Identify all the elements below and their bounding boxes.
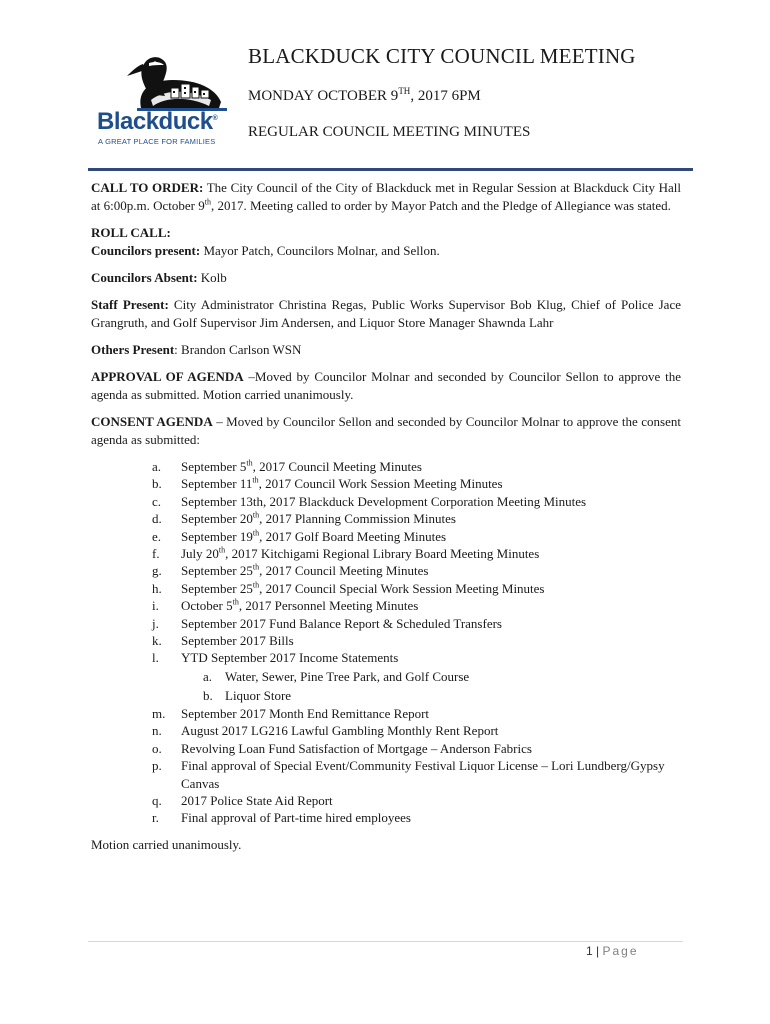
page-footer: 1 | Page — [586, 944, 639, 958]
list-item: a. September 5th, 2017 Council Meeting Minutes — [152, 458, 422, 474]
list-item: g. September 25th, 2017 Council Meeting Minutes — [152, 563, 429, 579]
list-marker: o. — [152, 740, 162, 756]
list-marker: i. — [152, 598, 159, 614]
consent-agenda-list — [91, 458, 681, 827]
list-marker: b. — [152, 476, 162, 492]
approval-of-agenda: APPROVAL OF AGENDA –Moved by Councilor Molnar and seconded by Councilor Sellon to approve the agenda as submitted. Motion carried unanimously. — [91, 369, 681, 402]
consent-agenda: CONSENT AGENDA – Moved by Councilor Sellon and seconded by Councilor Molnar to approve the consent agenda as submitted: — [91, 414, 681, 447]
income-statement-sublist — [181, 667, 681, 705]
list-item: k. September 2017 Bills — [152, 633, 294, 649]
list-marker: n. — [152, 723, 162, 739]
list-item: n. August 2017 LG216 Lawful Gambling Monthly Rent Report — [152, 723, 499, 739]
list-marker: g. — [152, 563, 162, 579]
header-divider — [88, 168, 693, 171]
list-marker: d. — [152, 511, 162, 527]
list-marker: h. — [152, 580, 162, 596]
others-present: Others Present: Brandon Carlson WSN — [91, 342, 302, 357]
roll-call: ROLL CALL: Councilors present: Mayor Patch, Councilors Molnar, and Sellon. — [91, 225, 440, 258]
list-item: c. September 13th, 2017 Blackduck Development Corporation Meeting Minutes — [152, 493, 587, 509]
list-marker: c. — [152, 493, 162, 509]
list-marker: l. — [152, 650, 159, 666]
list-marker: k. — [152, 633, 162, 649]
list-marker: e. — [152, 528, 162, 544]
list-marker: f. — [152, 546, 160, 562]
list-item: j. September 2017 Fund Balance Report & Scheduled Transfers — [152, 615, 502, 631]
meeting-date: MONDAY OCTOBER 9TH, 2017 6PM — [248, 86, 481, 104]
logo-tagline: A GREAT PLACE FOR FAMILIES — [98, 137, 216, 146]
motion-result: Motion carried unanimously. — [91, 836, 242, 852]
duck-icon — [93, 50, 243, 112]
list-item: r. Final approval of Part-time hired employees — [152, 810, 411, 826]
list-item: b. Liquor Store — [203, 687, 292, 703]
list-item: q. 2017 Police State Aid Report — [152, 792, 333, 808]
list-item: a. Water, Sewer, Pine Tree Park, and Golf Course — [203, 668, 470, 684]
list-item: e. September 19th, 2017 Golf Board Meeting Minutes — [152, 528, 447, 544]
councilors-absent: Councilors Absent: Kolb — [91, 270, 227, 285]
page-title: BLACKDUCK CITY COUNCIL MEETING — [248, 44, 636, 68]
list-marker: p. — [152, 758, 162, 774]
minutes-body — [91, 179, 681, 863]
list-item: l. YTD September 2017 Income Statements a. Water, Sewer, Pine Tree Park, and Golf Course b. Liquor Store — [152, 649, 681, 704]
call-to-order: CALL TO ORDER: The City Council of the City of Blackduck met in Regular Session at Blackduck City Hall at 6:00p.m. October 9th, 2017. Meeting called to order by Mayor Patch and the Pledge of Allegiance was stated. — [91, 180, 681, 213]
list-item: o. Revolving Loan Fund Satisfaction of Mortgage – Anderson Fabrics — [152, 740, 532, 756]
list-marker: a. — [152, 459, 162, 474]
list-marker: r. — [152, 810, 159, 826]
list-item: h. September 25th, 2017 Council Special Work Session Meeting Minutes — [152, 580, 545, 596]
footer-divider — [88, 941, 683, 942]
staff-present: Staff Present: City Administrator Christina Regas, Public Works Supervisor Bob Klug, Chief of Police Jace Grangruth, and Golf Supervisor Jim Andersen, and Liquor Store Manager Shawnda Lahr — [91, 297, 681, 330]
list-marker: m. — [152, 705, 166, 721]
list-marker: q. — [152, 792, 162, 808]
page-subtitle: REGULAR COUNCIL MEETING MINUTES — [248, 124, 531, 140]
list-item: p. Final approval of Special Event/Community Festival Liquor License – Lori Lundberg/Gypsy Canvas — [152, 758, 665, 791]
list-item: d. September 20th, 2017 Planning Commission Minutes — [152, 510, 456, 527]
list-item: i. October 5th, 2017 Personnel Meeting Minutes — [152, 597, 419, 614]
city-logo — [93, 50, 243, 160]
list-item: b. September 11th, 2017 Council Work Session Meeting Minutes — [152, 476, 503, 492]
logo-wordmark: Blackduck® — [97, 108, 218, 135]
list-marker: j. — [152, 615, 159, 631]
list-item: f. July 20th, 2017 Kitchigami Regional Library Board Meeting Minutes — [152, 545, 540, 562]
list-item: m. September 2017 Month End Remittance Report — [152, 705, 430, 721]
